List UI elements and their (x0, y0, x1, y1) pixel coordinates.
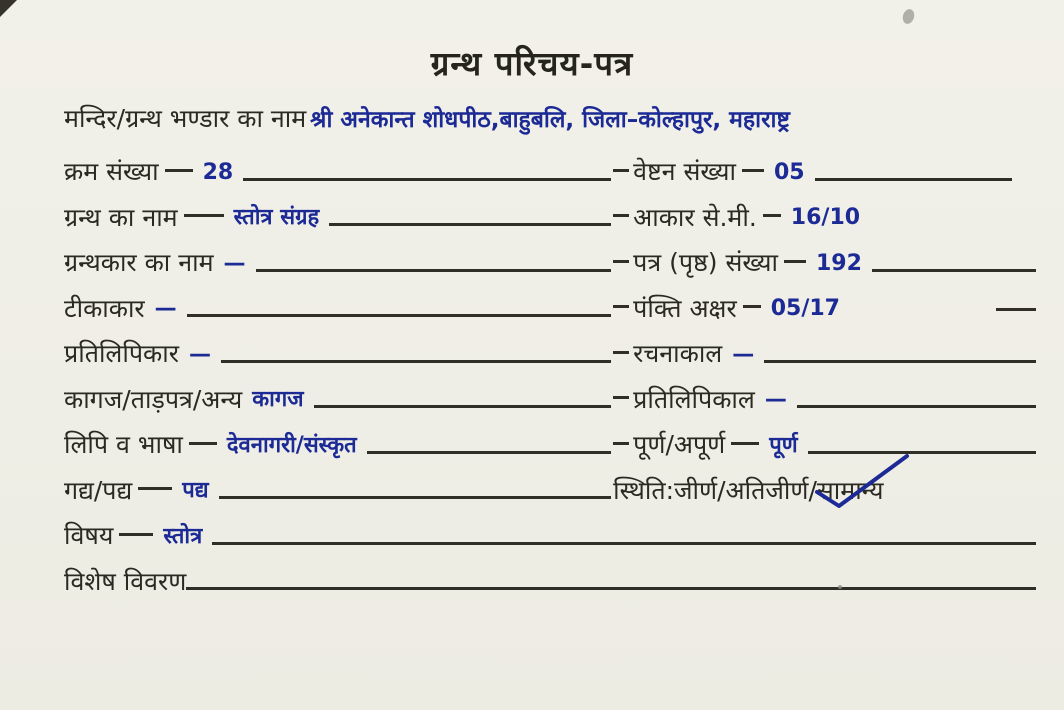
bundle-number-label: वेष्टन संख्या (633, 157, 736, 187)
scan-artifact-smudge (901, 8, 916, 26)
author-name-label: ग्रन्थकार का नाम (64, 248, 214, 278)
rule-line (808, 451, 1036, 454)
rule-line (742, 169, 764, 172)
field-lines-letters (613, 286, 1036, 332)
field-prose-verse (64, 468, 613, 514)
copy-date-value: — (764, 387, 787, 412)
complete-incomplete-label: पूर्ण/अपूर्ण (633, 430, 726, 460)
form-row (64, 149, 1036, 195)
page-count-label: पत्र (पृष्ठ) संख्या (633, 248, 778, 278)
scan-artifact-corner (0, 0, 17, 17)
rule-line (165, 169, 193, 172)
rule-line (613, 305, 629, 308)
special-details-label: विशेष विवरण (64, 566, 187, 596)
subject-value: स्तोत्र (163, 523, 203, 549)
rule-line (764, 360, 1036, 363)
form-row (64, 286, 1036, 332)
rule-line (613, 442, 629, 445)
rule-line (996, 308, 1036, 311)
form-row (64, 240, 1036, 286)
rule-line (184, 214, 224, 217)
rule-line (119, 533, 153, 536)
lines-letters-label: पंक्ति अक्षर (633, 293, 737, 323)
field-serial-number (64, 149, 613, 195)
rule-line (187, 314, 612, 317)
composition-date-value: — (732, 341, 755, 367)
form-fields (0, 149, 1064, 604)
rule-line (797, 405, 1036, 408)
composition-date-label: रचनाकाल (633, 339, 723, 369)
complete-incomplete-value: पूर्ण (769, 432, 798, 458)
condition-label: स्थिति:जीर्ण/अतिजीर्ण/ (613, 475, 817, 505)
field-repository-name (0, 101, 1064, 135)
rule-line (212, 542, 1036, 545)
field-commentator (64, 286, 613, 332)
repository-name-label: मन्दिर/ग्रन्थ भण्डार का नाम (64, 104, 307, 133)
rule-line (872, 269, 1036, 272)
form-title: ग्रन्थ परिचय-पत्र (430, 44, 634, 83)
condition-selected-label: सामान्य (816, 475, 884, 505)
rule-line (219, 496, 612, 499)
rule-line (613, 169, 629, 172)
rule-line (189, 442, 217, 445)
bundle-number-value: 05 (774, 159, 805, 185)
rule-line (329, 223, 611, 226)
manuscript-name-label: ग्रन्थ का नाम (64, 202, 178, 232)
repository-name-value: श्री अनेकान्त शोधपीठ,बाहुबलि, जिला–कोल्हापुर, महाराष्ट्र (310, 107, 790, 133)
field-author-name (64, 240, 613, 286)
size-cm-label: आकार से.मी. (633, 202, 757, 232)
rule-line (256, 269, 612, 272)
form-row (64, 468, 1036, 514)
rule-line (613, 351, 629, 354)
prose-verse-label: गद्य/पद्य (64, 475, 133, 505)
rule-line (367, 451, 611, 454)
form-row (64, 377, 1036, 423)
field-condition (613, 468, 1036, 514)
form-row (64, 513, 1036, 559)
field-subject (64, 513, 1036, 559)
size-cm-value: 16/10 (790, 205, 861, 230)
field-material (64, 377, 613, 423)
field-size-cm (613, 195, 1036, 241)
material-label: कागज/ताड़पत्र/अन्य (64, 384, 243, 414)
rule-line (138, 487, 172, 490)
page-count-value: 192 (816, 250, 862, 276)
prose-verse-value: पद्य (182, 478, 209, 503)
rule-line (815, 178, 1012, 181)
field-script-language (64, 422, 613, 468)
lines-letters-value: 05/17 (770, 296, 840, 321)
scribe-label: प्रतिलिपिकार (64, 339, 179, 369)
condition-selected-option (816, 475, 884, 505)
material-value: कागज (252, 387, 304, 412)
rule-line (613, 214, 629, 217)
field-composition-date (613, 331, 1036, 377)
field-complete-incomplete (613, 422, 1036, 468)
copy-date-label: प्रतिलिपिकाल (633, 384, 755, 414)
rule-line (314, 405, 612, 408)
rule-line (613, 260, 629, 263)
rule-line (243, 178, 611, 181)
rule-line (613, 396, 629, 399)
scribe-value: — (188, 341, 211, 367)
form-row (64, 422, 1036, 468)
author-name-value: — (223, 250, 246, 276)
field-scribe (64, 331, 613, 377)
rule-line (221, 360, 611, 363)
script-language-label: लिपि व भाषा (64, 430, 183, 460)
field-copy-date (613, 377, 1036, 423)
script-language-value: देवनागरी/संस्कृत (226, 432, 357, 458)
field-manuscript-name (64, 195, 613, 241)
serial-number-value: 28 (202, 159, 234, 185)
form-row (64, 195, 1036, 241)
commentator-value: — (154, 296, 177, 321)
form-row (64, 331, 1036, 377)
rule-line (186, 587, 1036, 590)
scan-artifact-speck (838, 585, 842, 589)
manuscript-name-value: स्तोत्र संग्रह (233, 205, 320, 230)
field-page-count (613, 240, 1036, 286)
rule-line (784, 260, 806, 263)
field-special-details (64, 559, 1036, 605)
subject-label: विषय (64, 521, 114, 551)
rule-line (731, 442, 759, 445)
serial-number-label: क्रम संख्या (64, 157, 159, 187)
rule-line (743, 305, 761, 308)
rule-line (763, 214, 781, 217)
commentator-label: टीकाकार (64, 293, 145, 323)
field-bundle-number (613, 149, 1036, 195)
form-row (64, 559, 1036, 605)
